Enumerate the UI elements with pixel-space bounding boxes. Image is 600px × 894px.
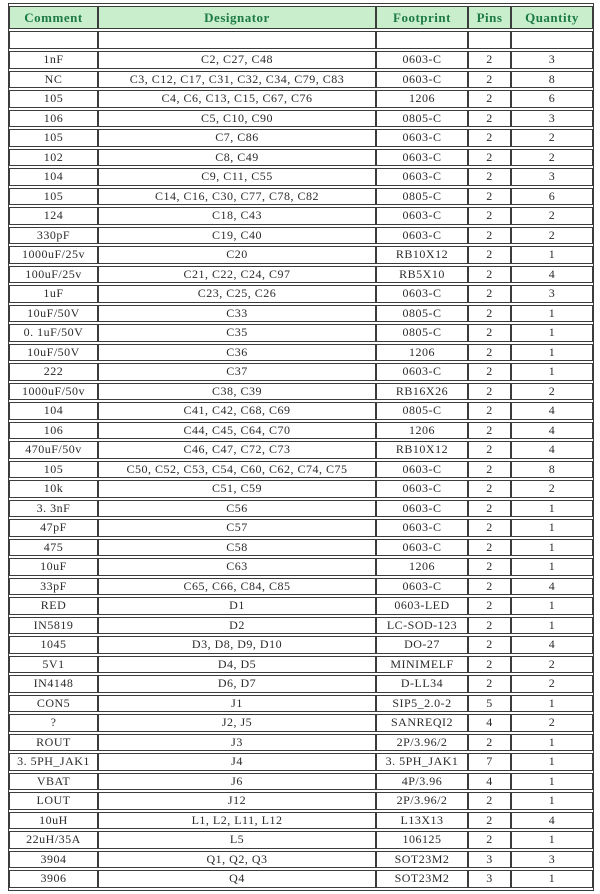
table-cell: 2 (511, 714, 593, 732)
table-cell: 2 (468, 246, 511, 264)
table-cell: 1 (511, 870, 593, 888)
table-cell: 1045 (9, 636, 98, 654)
table-cell: 0603-C (376, 500, 468, 518)
table-cell: IN4148 (9, 675, 98, 693)
table-row (9, 558, 593, 576)
table-cell: 2 (511, 207, 593, 225)
table-row (9, 422, 593, 440)
table-cell: 0603-LED (376, 597, 468, 615)
table-cell: 1 (511, 305, 593, 323)
table-cell: 2 (468, 812, 511, 830)
table-cell: 0603-C (376, 519, 468, 537)
table-cell: 0603-C (376, 285, 468, 303)
table-cell: 106 (9, 110, 98, 128)
table-cell: 0603-C (376, 51, 468, 69)
table-cell: 0603-C (376, 480, 468, 498)
table-cell: 2 (468, 636, 511, 654)
table-cell: 5 (468, 695, 511, 713)
table-cell: 3 (511, 168, 593, 186)
table-cell: 1206 (376, 344, 468, 362)
table-cell: 3904 (9, 851, 98, 869)
table-cell: SOT23M2 (376, 870, 468, 888)
table-cell: D1 (98, 597, 376, 615)
table-row (9, 363, 593, 381)
table-cell: 4 (511, 266, 593, 284)
table-row (9, 831, 593, 849)
table-cell: 475 (9, 539, 98, 557)
table-cell: 2 (468, 500, 511, 518)
table-cell: 22uH/35A (9, 831, 98, 849)
table-cell: LOUT (9, 792, 98, 810)
table-cell: ? (9, 714, 98, 732)
table-cell: Q1, Q2, Q3 (98, 851, 376, 869)
table-cell: 6 (511, 90, 593, 108)
table-cell: 4 (468, 714, 511, 732)
table-cell: 1206 (376, 90, 468, 108)
table-cell: 1 (511, 792, 593, 810)
table-cell: 1 (511, 500, 593, 518)
table-cell: 102 (9, 149, 98, 167)
table-cell: SIP5_2.0-2 (376, 695, 468, 713)
table-cell: C7, C86 (98, 129, 376, 147)
table-row (9, 90, 593, 108)
table-cell: 1 (511, 344, 593, 362)
table-cell: 3 (468, 851, 511, 869)
table-row (9, 656, 593, 674)
table-cell: 2 (511, 480, 593, 498)
table-cell: 2 (468, 383, 511, 401)
table-cell: 2 (468, 188, 511, 206)
bom-table-body (9, 31, 593, 888)
table-row (9, 149, 593, 167)
table-cell: DO-27 (376, 636, 468, 654)
table-cell: 222 (9, 363, 98, 381)
table-cell: L5 (98, 831, 376, 849)
table-row (9, 344, 593, 362)
table-cell: C20 (98, 246, 376, 264)
table-cell: 0. 1uF/50V (9, 324, 98, 342)
table-cell: 5V1 (9, 656, 98, 674)
table-row (9, 617, 593, 635)
table-row (9, 675, 593, 693)
table-cell: 1 (511, 597, 593, 615)
table-cell: 105 (9, 188, 98, 206)
table-cell: J2, J5 (98, 714, 376, 732)
table-row (9, 110, 593, 128)
table-cell: 4 (511, 812, 593, 830)
table-cell: C5, C10, C90 (98, 110, 376, 128)
table-row (9, 539, 593, 557)
table-cell: C38, C39 (98, 383, 376, 401)
table-cell: C36 (98, 344, 376, 362)
table-row (9, 168, 593, 186)
table-cell: 7 (468, 753, 511, 771)
table-row (9, 402, 593, 420)
table-cell: 10uF/50V (9, 344, 98, 362)
table-cell: 0603-C (376, 129, 468, 147)
empty-row (9, 31, 593, 49)
table-cell: 2 (468, 441, 511, 459)
table-cell: 104 (9, 168, 98, 186)
column-header-pins: Pins (468, 6, 511, 29)
table-row (9, 812, 593, 830)
table-cell: 0603-C (376, 539, 468, 557)
table-cell: C63 (98, 558, 376, 576)
table-cell: 3. 5PH_JAK1 (376, 753, 468, 771)
table-cell: C2, C27, C48 (98, 51, 376, 69)
table-cell: 47pF (9, 519, 98, 537)
column-header-comment: Comment (9, 6, 98, 29)
table-cell: 2P/3.96/2 (376, 734, 468, 752)
table-cell: D2 (98, 617, 376, 635)
table-row (9, 870, 593, 888)
table-row (9, 851, 593, 869)
table-cell: C51, C59 (98, 480, 376, 498)
table-cell: 0805-C (376, 188, 468, 206)
table-cell: 1 (511, 558, 593, 576)
table-cell: 0603-C (376, 363, 468, 381)
table-cell: 2 (468, 305, 511, 323)
table-row (9, 51, 593, 69)
table-cell: C58 (98, 539, 376, 557)
table-cell: L1, L2, L11, L12 (98, 812, 376, 830)
table-cell: C46, C47, C72, C73 (98, 441, 376, 459)
table-row (9, 734, 593, 752)
table-cell: 1nF (9, 51, 98, 69)
table-row (9, 480, 593, 498)
table-cell: 2 (468, 344, 511, 362)
table-row (9, 695, 593, 713)
table-cell: 1 (511, 695, 593, 713)
table-cell: J12 (98, 792, 376, 810)
table-cell: CON5 (9, 695, 98, 713)
table-cell: C9, C11, C55 (98, 168, 376, 186)
table-cell: 2 (468, 363, 511, 381)
table-cell: 0603-C (376, 227, 468, 245)
table-row (9, 188, 593, 206)
table-cell: 2 (468, 110, 511, 128)
table-row (9, 324, 593, 342)
table-cell: SANREQI2 (376, 714, 468, 732)
table-row (9, 129, 593, 147)
table-cell: 106125 (376, 831, 468, 849)
table-cell: 3906 (9, 870, 98, 888)
table-cell: 33pF (9, 578, 98, 596)
table-cell: C18, C43 (98, 207, 376, 225)
table-cell: C35 (98, 324, 376, 342)
table-cell: 2 (468, 578, 511, 596)
table-cell: 8 (511, 461, 593, 479)
table-cell: 1206 (376, 558, 468, 576)
table-cell: 3 (468, 870, 511, 888)
table-cell: 330pF (9, 227, 98, 245)
table-cell: 2 (468, 168, 511, 186)
header-row (9, 6, 593, 29)
table-cell: 1 (511, 519, 593, 537)
table-cell: Q4 (98, 870, 376, 888)
table-cell: 4 (468, 773, 511, 791)
table-cell: 1 (511, 753, 593, 771)
table-cell: 3 (511, 51, 593, 69)
table-cell: RB16X26 (376, 383, 468, 401)
table-cell: 2 (468, 149, 511, 167)
table-cell: C4, C6, C13, C15, C67, C76 (98, 90, 376, 108)
table-row (9, 227, 593, 245)
table-cell: 105 (9, 461, 98, 479)
table-row (9, 383, 593, 401)
table-cell: 10uF/50V (9, 305, 98, 323)
table-row (9, 305, 593, 323)
column-header-footprint: Footprint (376, 6, 468, 29)
table-row (9, 597, 593, 615)
table-cell: C57 (98, 519, 376, 537)
table-cell: 10uH (9, 812, 98, 830)
table-cell: 3. 3nF (9, 500, 98, 518)
table-cell: 2 (511, 675, 593, 693)
table-cell: 105 (9, 90, 98, 108)
table-cell: 2 (511, 656, 593, 674)
table-cell: 2 (468, 227, 511, 245)
table-cell: 470uF/50v (9, 441, 98, 459)
bom-table (8, 3, 594, 891)
table-cell: LC-SOD-123 (376, 617, 468, 635)
table-cell: 1 (511, 831, 593, 849)
table-cell (98, 31, 376, 49)
table-cell: 2 (468, 792, 511, 810)
table-cell: 0805-C (376, 110, 468, 128)
table-cell: 0603-C (376, 168, 468, 186)
table-cell: J1 (98, 695, 376, 713)
table-cell: 1 (511, 363, 593, 381)
table-cell: 8 (511, 71, 593, 89)
table-cell: 100uF/25v (9, 266, 98, 284)
table-cell: 2 (468, 734, 511, 752)
table-cell: C44, C45, C64, C70 (98, 422, 376, 440)
table-cell (9, 31, 98, 49)
table-cell: 3 (511, 285, 593, 303)
table-cell: 1 (511, 617, 593, 635)
table-cell: 2 (468, 324, 511, 342)
table-cell: 124 (9, 207, 98, 225)
table-cell: J3 (98, 734, 376, 752)
table-cell: 2 (511, 227, 593, 245)
column-header-quantity: Quantity (511, 6, 593, 29)
table-cell: 0603-C (376, 207, 468, 225)
table-cell: 0603-C (376, 71, 468, 89)
table-cell: C3, C12, C17, C31, C32, C34, C79, C83 (98, 71, 376, 89)
table-row (9, 207, 593, 225)
table-cell: L13X13 (376, 812, 468, 830)
table-cell: 2 (468, 539, 511, 557)
table-cell: 3 (511, 110, 593, 128)
table-cell: 6 (511, 188, 593, 206)
table-row (9, 266, 593, 284)
table-cell: 106 (9, 422, 98, 440)
table-cell: 4P/3.96 (376, 773, 468, 791)
table-row (9, 636, 593, 654)
table-cell: J4 (98, 753, 376, 771)
table-cell: 10uF (9, 558, 98, 576)
table-cell: C50, C52, C53, C54, C60, C62, C74, C75 (98, 461, 376, 479)
table-cell: 2 (468, 71, 511, 89)
table-cell (376, 31, 468, 49)
table-cell: 2 (468, 129, 511, 147)
table-row (9, 71, 593, 89)
table-cell: C14, C16, C30, C77, C78, C82 (98, 188, 376, 206)
table-cell: 4 (511, 402, 593, 420)
table-cell: 0603-C (376, 149, 468, 167)
table-cell: 2 (468, 51, 511, 69)
table-cell: C41, C42, C68, C69 (98, 402, 376, 420)
table-row (9, 519, 593, 537)
table-cell: 4 (511, 578, 593, 596)
table-cell: D3, D8, D9, D10 (98, 636, 376, 654)
table-cell: RB5X10 (376, 266, 468, 284)
table-cell: 2 (468, 675, 511, 693)
table-cell: 105 (9, 129, 98, 147)
table-cell: 3 (511, 851, 593, 869)
table-cell: 2 (511, 129, 593, 147)
table-cell: 10k (9, 480, 98, 498)
table-cell: RB10X12 (376, 441, 468, 459)
table-cell: 1 (511, 734, 593, 752)
table-cell: 1 (511, 539, 593, 557)
table-cell: 2 (511, 383, 593, 401)
table-cell: 0603-C (376, 461, 468, 479)
table-cell: NC (9, 71, 98, 89)
table-cell: 104 (9, 402, 98, 420)
table-cell: 2 (468, 597, 511, 615)
table-cell: D6, D7 (98, 675, 376, 693)
table-cell: 4 (511, 441, 593, 459)
table-cell: 2 (468, 402, 511, 420)
table-cell: 2 (468, 285, 511, 303)
table-cell: 1uF (9, 285, 98, 303)
table-cell: SOT23M2 (376, 851, 468, 869)
table-row (9, 500, 593, 518)
table-cell: C56 (98, 500, 376, 518)
table-cell: 2P/3.96/2 (376, 792, 468, 810)
table-cell: C19, C40 (98, 227, 376, 245)
table-cell: 4 (511, 636, 593, 654)
table-cell: 2 (468, 831, 511, 849)
table-cell: RB10X12 (376, 246, 468, 264)
table-cell: 2 (468, 656, 511, 674)
table-row (9, 753, 593, 771)
table-cell: C21, C22, C24, C97 (98, 266, 376, 284)
table-row (9, 461, 593, 479)
table-cell: C23, C25, C26 (98, 285, 376, 303)
table-cell: IN5819 (9, 617, 98, 635)
table-cell: VBAT (9, 773, 98, 791)
table-row (9, 773, 593, 791)
table-cell: J6 (98, 773, 376, 791)
table-cell: 2 (468, 558, 511, 576)
table-cell: C65, C66, C84, C85 (98, 578, 376, 596)
table-row (9, 246, 593, 264)
table-cell: 1 (511, 246, 593, 264)
table-cell: 3. 5PH_JAK1 (9, 753, 98, 771)
table-cell: ROUT (9, 734, 98, 752)
table-cell: 2 (468, 422, 511, 440)
table-cell: C8, C49 (98, 149, 376, 167)
table-row (9, 441, 593, 459)
table-row (9, 578, 593, 596)
table-cell (468, 31, 511, 49)
table-cell: 0805-C (376, 305, 468, 323)
table-cell: 1 (511, 773, 593, 791)
table-cell: 2 (468, 519, 511, 537)
table-cell: 2 (468, 207, 511, 225)
table-cell: MINIMELF (376, 656, 468, 674)
table-cell: D-LL34 (376, 675, 468, 693)
table-cell: 0603-C (376, 578, 468, 596)
table-cell: 2 (468, 90, 511, 108)
table-cell: C33 (98, 305, 376, 323)
table-cell: RED (9, 597, 98, 615)
table-cell: 1000uF/50v (9, 383, 98, 401)
table-cell (511, 31, 593, 49)
table-cell: 2 (468, 461, 511, 479)
table-cell: 2 (468, 617, 511, 635)
table-row (9, 285, 593, 303)
table-cell: 2 (468, 480, 511, 498)
table-cell: 1000uF/25v (9, 246, 98, 264)
table-cell: D4, D5 (98, 656, 376, 674)
table-cell: 1 (511, 324, 593, 342)
table-cell: 2 (468, 266, 511, 284)
table-cell: 0805-C (376, 402, 468, 420)
table-row (9, 714, 593, 732)
table-cell: 0805-C (376, 324, 468, 342)
table-cell: 1206 (376, 422, 468, 440)
table-cell: 4 (511, 422, 593, 440)
table-cell: C37 (98, 363, 376, 381)
column-header-designator: Designator (98, 6, 376, 29)
table-cell: 2 (511, 149, 593, 167)
table-row (9, 792, 593, 810)
